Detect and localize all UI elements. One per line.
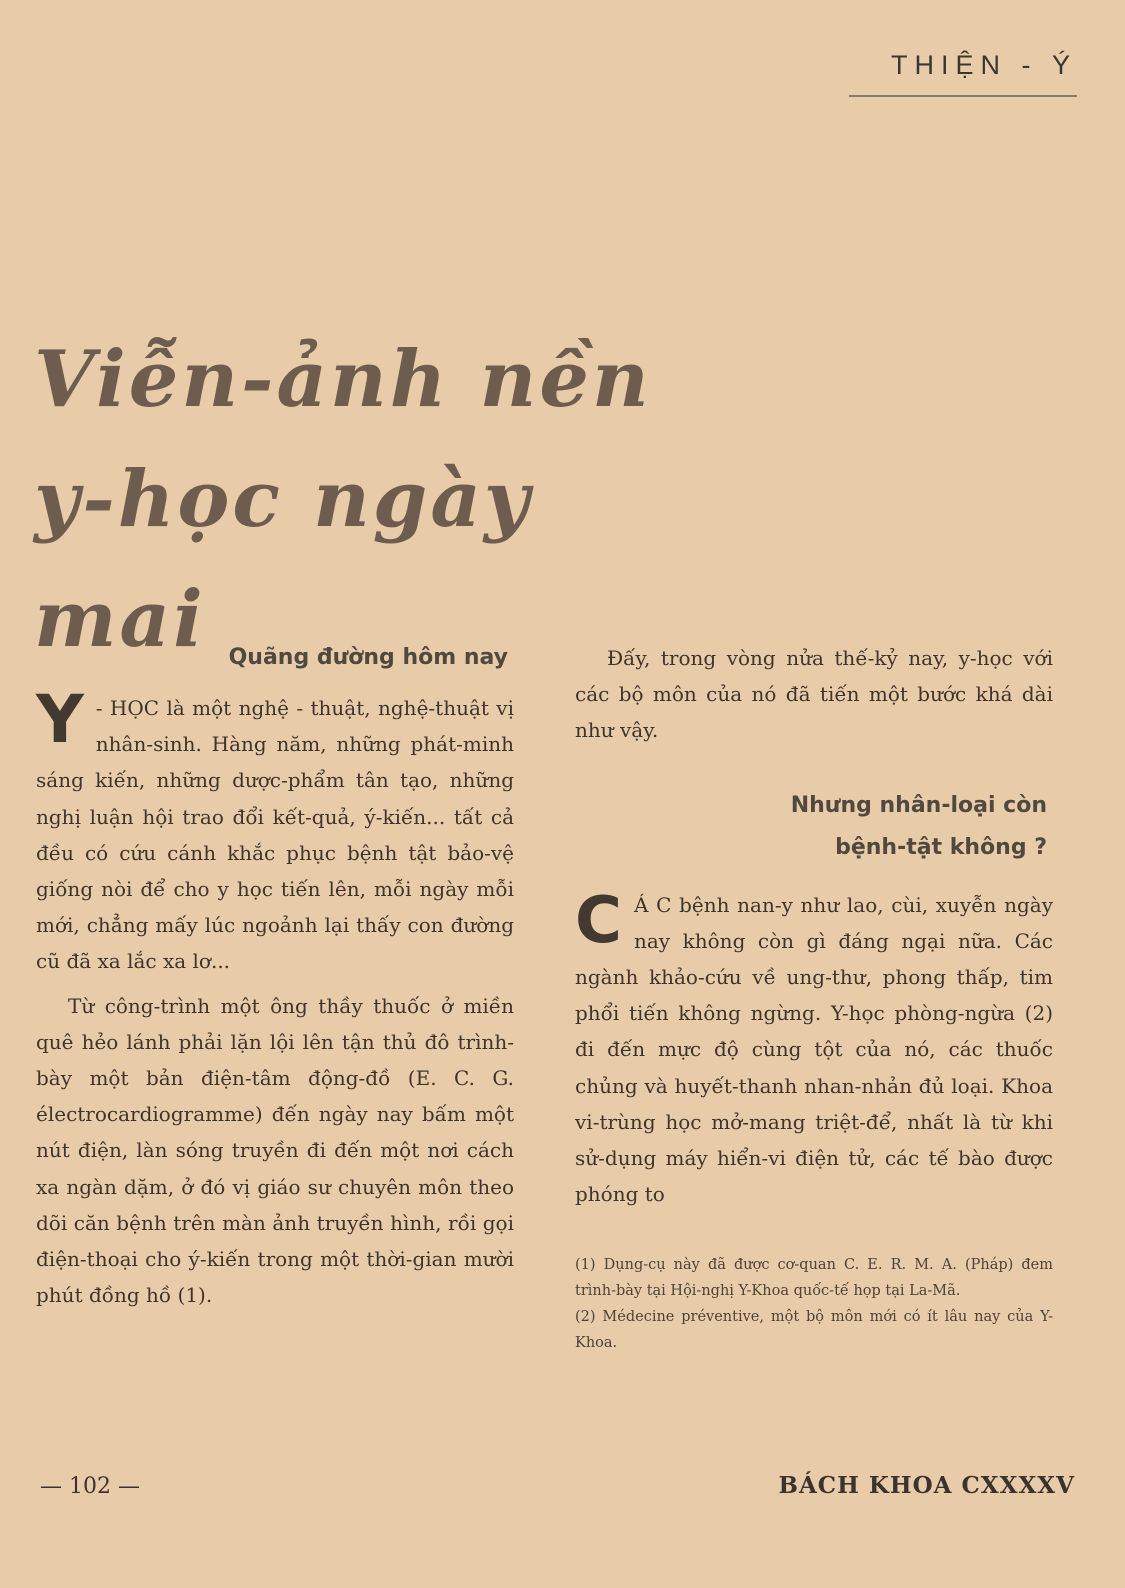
running-header: THIỆN - Ý: [890, 50, 1077, 80]
article-title: [34, 320, 734, 680]
footnote-1: (1) Dụng-cụ này đã được cơ-quan C. E. R. M. A. (Pháp) đem trình-bày tại Hội-nghị Y-Khoa quốc-tế họp tại La-Mã.: [575, 1257, 1053, 1300]
footnote-2: (2) Médecine préventive, một bộ môn mới có ít lâu nay của Y-Khoa.: [575, 1309, 1053, 1352]
journal-name: BÁCH KHOA CXXXXV: [778, 1472, 1075, 1499]
paragraph: [575, 883, 1053, 1213]
title-line-2: y-học ngày mai: [34, 454, 533, 665]
section-heading-line-2: bệnh-tật không ?: [835, 834, 1047, 860]
paragraph: [36, 681, 514, 980]
page-number: — 102 —: [40, 1474, 140, 1499]
section-heading-today: Quãng đường hôm nay: [228, 645, 508, 670]
left-column: [36, 640, 514, 1313]
title-line-1: Viễn-ảnh nền: [34, 334, 652, 425]
section-heading-diseases: [575, 785, 1053, 869]
drop-cap: C: [575, 883, 622, 958]
section-heading-line-1: Nhưng nhân-loại còn: [790, 792, 1047, 818]
paragraph: Đấy, trong vòng nửa thế-kỷ nay, y-học với các bộ môn của nó đã tiến một bước khá dài như vậy.: [575, 646, 1053, 743]
paragraph-text: - HỌC là một nghệ - thuật, nghệ-thuật vị nhân-sinh. Hàng năm, những phát-minh sáng kiến, những dược-phẩm tân tạo, những nghị luận hội trao đổi kết-quả, ý-kiến... tất cả đều có cứu cánh khắc phục bệnh tật bảo-vệ giống nòi để cho y học tiến lên, mỗi ngày mỗi mới, chẳng mấy lúc ngoảnh lại thấy con đường cũ đã xa lắc xa lơ...: [36, 696, 514, 974]
header-rule: [849, 95, 1077, 97]
right-column: [575, 640, 1053, 1356]
drop-cap: Y: [36, 681, 84, 758]
paragraph: Từ công-trình một ông thầy thuốc ở miền quê hẻo lánh phải lặn lội lên tận thủ đô trình-bày một bản điện-tâm động-đồ (E. C. G. électrocardiogramme) đến ngày nay bấm một nút điện, làn sóng truyền đi đến một nơi cách xa ngàn dặm, ở đó vị giáo sư chuyên môn theo dõi căn bệnh trên màn ảnh truyền hình, rồi gọi điện-thoại cho ý-kiến trong một thời-gian mười phút đồng hồ (1).: [36, 993, 514, 1308]
paragraph-text: Á C bệnh nan-y như lao, cùi, xuyễn ngày nay không còn gì đáng ngại nữa. Các ngành khảo-cứu về ung-thư, phong thấp, tim phổi tiến không ngừng. Y-học phòng-ngừa (2) đi đến mực độ cùng tột của nó, các thuốc chủng và huyết-thanh nhan-nhản đủ loại. Khoa vi-trùng học mở-mang triệt-để, nhất là từ khi sử-dụng máy hiển-vi điện tử, các tế bào được phóng to: [575, 892, 1053, 1207]
